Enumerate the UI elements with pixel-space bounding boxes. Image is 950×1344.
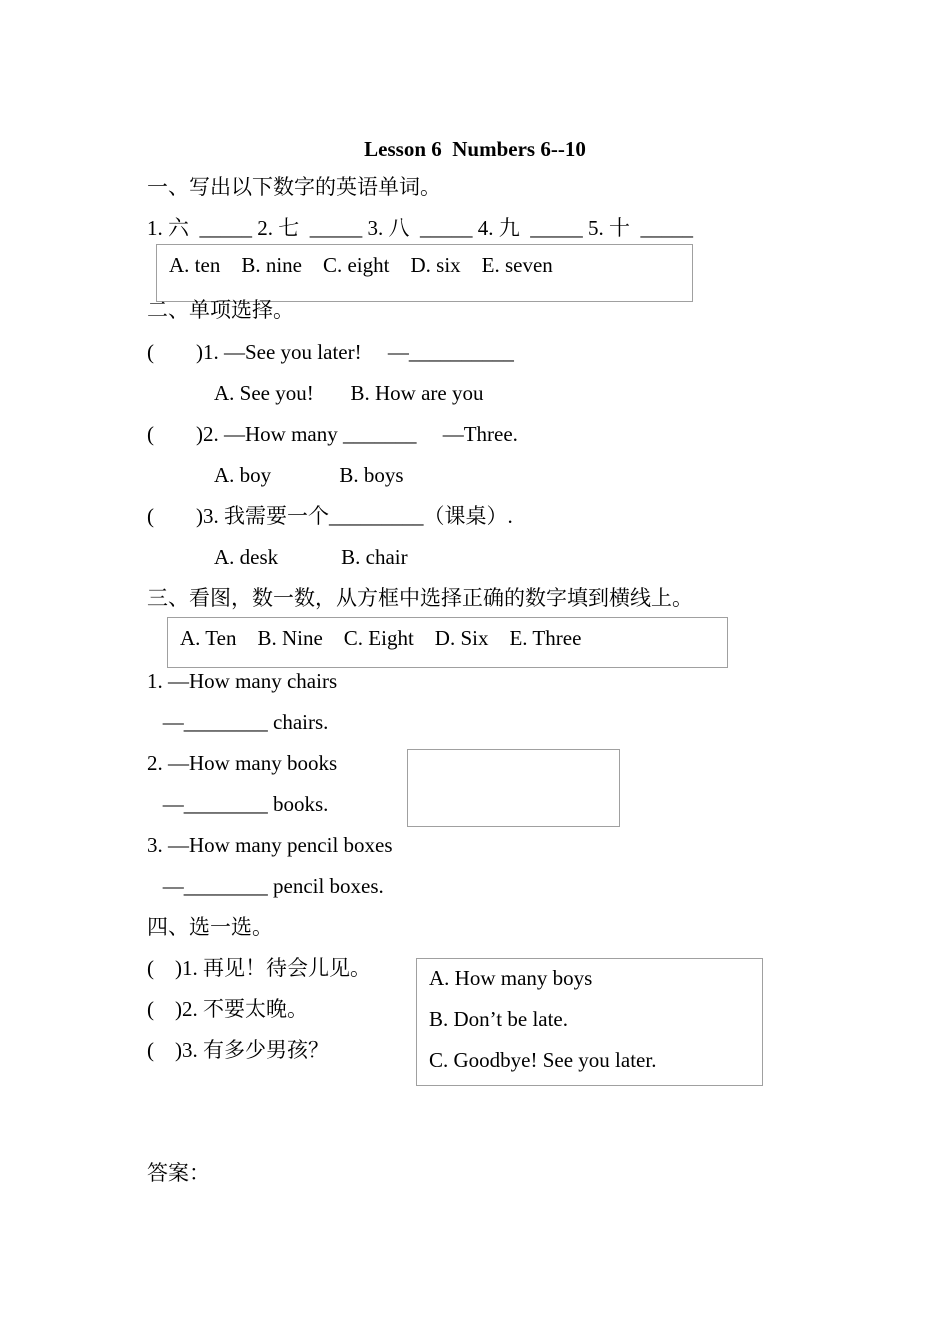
part2-question-1-options: A. See you! B. How are you	[214, 381, 484, 405]
part2-question-2: ( )2. —How many _______ —Three.	[147, 422, 518, 446]
part3-answer-3: —________ pencil boxes.	[147, 874, 384, 898]
part4-option-b: B. Don’t be late.	[429, 1007, 569, 1031]
part2-heading: 二、单项选择。	[147, 298, 294, 322]
part2-question-1: ( )1. —See you later! —__________	[147, 340, 514, 364]
part3-question-2: 2. —How many books	[147, 751, 338, 775]
part4-heading: 四、选一选。	[147, 915, 273, 939]
part3-answer-2: —________ books.	[147, 792, 329, 816]
part3-answer-1: —________ chairs.	[147, 710, 329, 734]
part4-question-1: ( )1. 再见！待会儿见。	[147, 956, 371, 980]
part3-options-box	[167, 617, 728, 668]
part4-option-a: A. How many boys	[429, 966, 593, 990]
part1-heading: 一、写出以下数字的英语单词。	[147, 175, 441, 199]
part3-question-1: 1. —How many chairs	[147, 669, 338, 693]
part1-options-box	[156, 244, 693, 302]
part2-question-2-options: A. boy B. boys	[214, 463, 404, 487]
part2-question-3: ( )3. 我需要一个_________（课桌）.	[147, 504, 513, 528]
part4-question-2: ( )2. 不要太晚。	[147, 997, 308, 1021]
part3-question-3: 3. —How many pencil boxes	[147, 833, 393, 857]
part4-question-3: ( )3. 有多少男孩？	[147, 1038, 329, 1062]
page-title: Lesson 6 Numbers 6--10	[364, 137, 586, 161]
part1-question-line: 1. 六 _____ 2. 七 _____ 3. 八 _____ 4. 九 _____ 5. 十 _____	[147, 216, 693, 240]
part2-question-3-options: A. desk B. chair	[214, 545, 408, 569]
part3-heading: 三、看图，数一数，从方框中选择正确的数字填到横线上。	[147, 586, 693, 610]
part3-options: A. Ten B. Nine C. Eight D. Six E. Three	[180, 626, 582, 650]
part4-option-c: C. Goodbye! See you later.	[429, 1048, 657, 1072]
answer-label: 答案：	[147, 1161, 210, 1185]
picture-placeholder	[407, 749, 620, 827]
part4-options-box	[416, 958, 763, 1086]
part1-options: A. ten B. nine C. eight D. six E. seven	[169, 253, 553, 277]
